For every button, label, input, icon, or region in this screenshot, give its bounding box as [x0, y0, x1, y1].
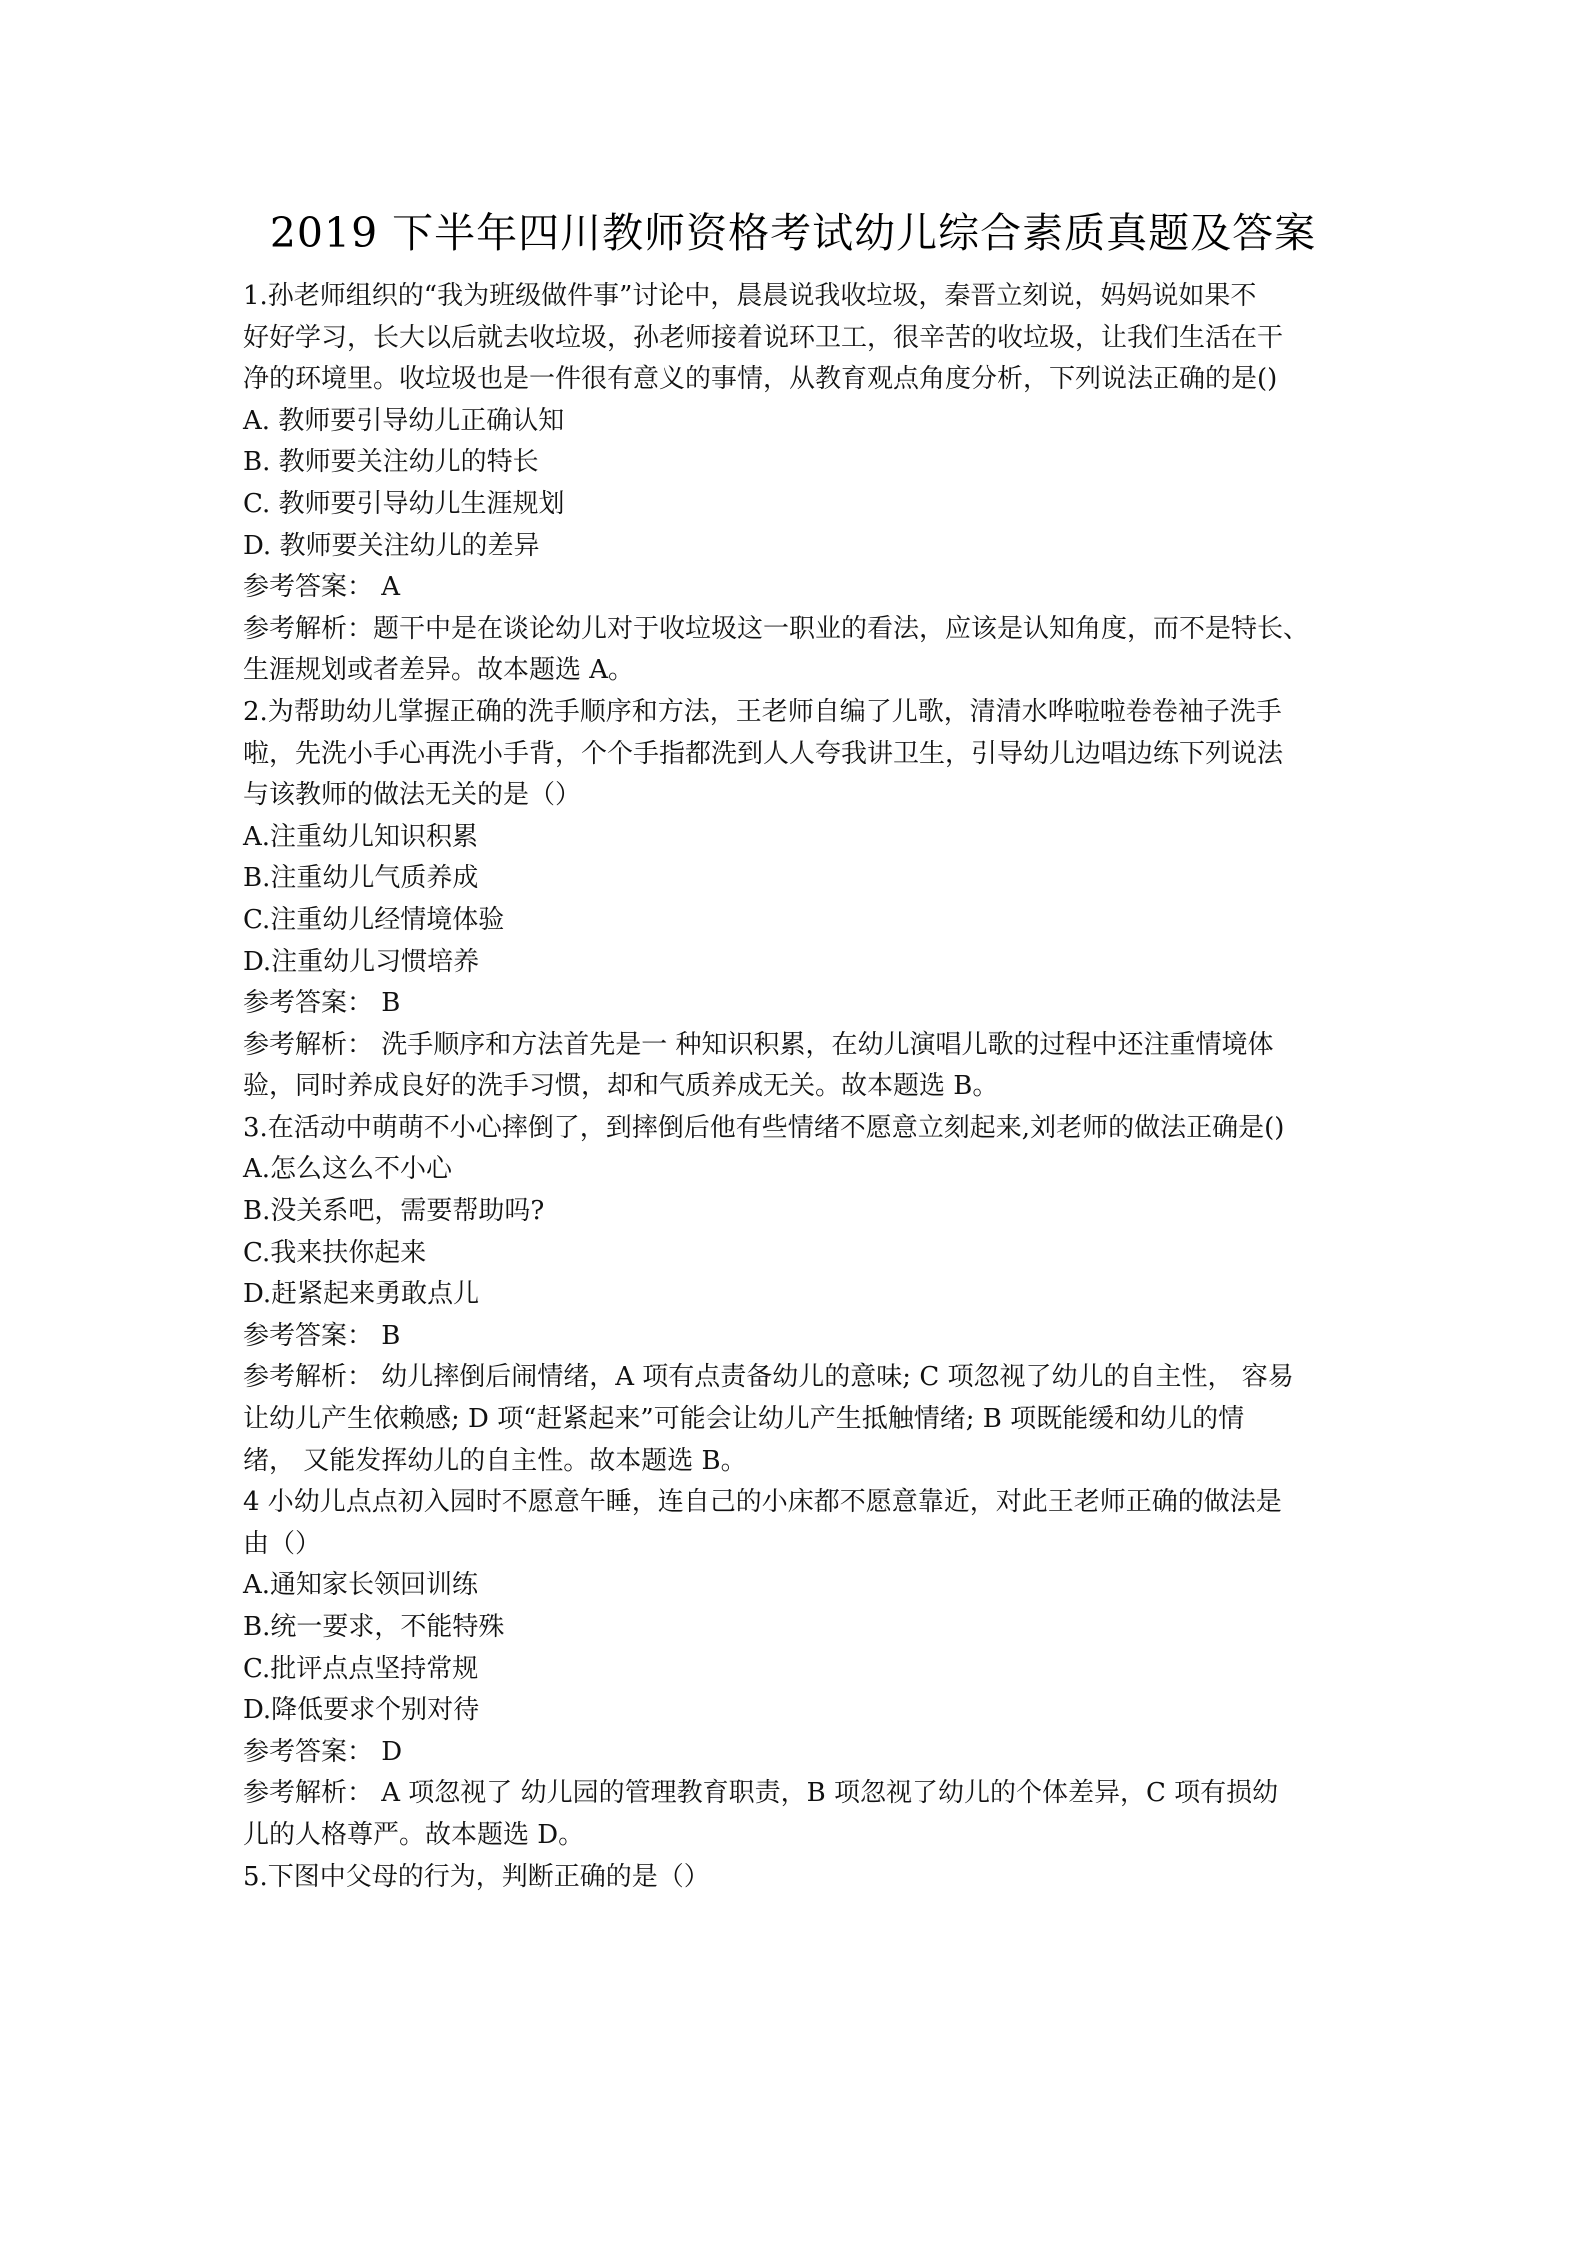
question-stem-line: 1.孙老师组织的“我为班级做件事”讨论中，晨晨说我收垃圾，秦晋立刻说，妈妈说如果不 — [243, 281, 1257, 311]
option-d: D.降低要求个别对待 — [243, 1695, 480, 1726]
analysis-line: 儿的人格尊严。故本题选 D。 — [243, 1819, 585, 1850]
option-b: B.统一要求，不能特殊 — [243, 1612, 505, 1642]
question-stem-line: 3.在活动中萌萌不小心摔倒了，到摔倒后他有些情绪不愿意立刻起来,刘老师的做法正确是() — [243, 1112, 1285, 1143]
option-a: A. 教师要引导幼儿正确认知 — [243, 405, 565, 436]
option-c: C. 教师要引导幼儿生涯规划 — [243, 488, 565, 519]
option-a: A.注重幼儿知识积累 — [243, 821, 479, 852]
question-stem-line: 净的环境里。收垃圾也是一件很有意义的事情，从教育观点角度分析，下列说法正确的是() — [243, 364, 1278, 395]
analysis-line: 绪， 又能发挥幼儿的自主性。故本题选 B。 — [243, 1445, 747, 1476]
option-c: C.我来扶你起来 — [243, 1237, 427, 1268]
analysis-line: 参考解析： 洗手顺序和方法首先是一 种知识积累，在幼儿演唱儿歌的过程中还注重情境体 — [243, 1029, 1274, 1060]
question-5 — [243, 1857, 1358, 1899]
question-stem-line: 好好学习，长大以后就去收垃圾，孙老师接着说环卫工，很辛苦的收垃圾，让我们生活在干 — [243, 322, 1284, 353]
option-b: B. 教师要关注幼儿的特长 — [243, 447, 539, 478]
option-d: D.赶紧起来勇敢点儿 — [243, 1279, 480, 1310]
option-c: C.注重幼儿经情境体验 — [243, 904, 505, 935]
analysis-line: 参考解析： A 项忽视了 幼儿园的管理教育职责，B 项忽视了幼儿的个体差异，C 项有损幼 — [243, 1778, 1279, 1809]
question-stem-line: 4 小幼儿点点初入园时不愿意午睡，连自己的小床都不愿意靠近，对此王老师正确的做法是 — [243, 1487, 1282, 1518]
option-d: D.注重幼儿习惯培养 — [243, 946, 480, 977]
question-1 — [243, 276, 1358, 692]
reference-answer: 参考答案： B — [243, 1320, 401, 1351]
analysis-line: 验，同时养成良好的洗手习惯，却和气质养成无关。故本题选 B。 — [243, 1071, 999, 1102]
question-3 — [243, 1108, 1358, 1482]
option-b: B.没关系吧，需要帮助吗? — [243, 1196, 545, 1227]
option-d: D. 教师要关注幼儿的差异 — [243, 530, 540, 561]
reference-answer: 参考答案： D — [243, 1736, 403, 1767]
option-a: A.通知家长领回训练 — [243, 1570, 479, 1601]
question-stem-line: 与该教师的做法无关的是（） — [243, 780, 582, 811]
reference-answer: 参考答案： B — [243, 988, 401, 1019]
question-stem-line: 2.为帮助幼儿掌握正确的洗手顺序和方法，王老师自编了儿歌，清清水哗啦啦卷卷袖子洗手 — [243, 696, 1282, 727]
reference-answer: 参考答案： A — [243, 572, 401, 603]
analysis-line: 生涯规划或者差异。故本题选 A。 — [243, 655, 635, 686]
option-b: B.注重幼儿气质养成 — [243, 863, 479, 894]
question-2 — [243, 692, 1358, 1108]
question-stem-line: 5.下图中父母的行为，判断正确的是（） — [243, 1861, 710, 1892]
question-stem-line: 由（） — [243, 1528, 322, 1559]
question-4 — [243, 1482, 1358, 1856]
question-list — [243, 276, 1358, 1898]
option-c: C.批评点点坚持常规 — [243, 1653, 479, 1684]
question-stem-line: 啦，先洗小手心再洗小手背，个个手指都洗到人人夸我讲卫生，引导幼儿边唱边练下列说法 — [243, 738, 1284, 769]
analysis-line: 参考解析：题干中是在谈论幼儿对于收垃圾这一职业的看法，应该是认知角度，而不是特长、 — [243, 613, 1310, 644]
analysis-line: 让幼儿产生依赖感; D 项“赶紧起来”可能会让幼儿产生抵触情绪; B 项既能缓和幼儿的情 — [243, 1404, 1245, 1435]
analysis-line: 参考解析： 幼儿摔倒后闹情绪，A 项有点责备幼儿的意味; C 项忽视了幼儿的自主性， 容易 — [243, 1362, 1294, 1393]
option-a: A.怎么这么不小心 — [243, 1154, 453, 1185]
document-title: 2019 下半年四川教师资格考试幼儿综合素质真题及答案 — [269, 209, 1317, 257]
